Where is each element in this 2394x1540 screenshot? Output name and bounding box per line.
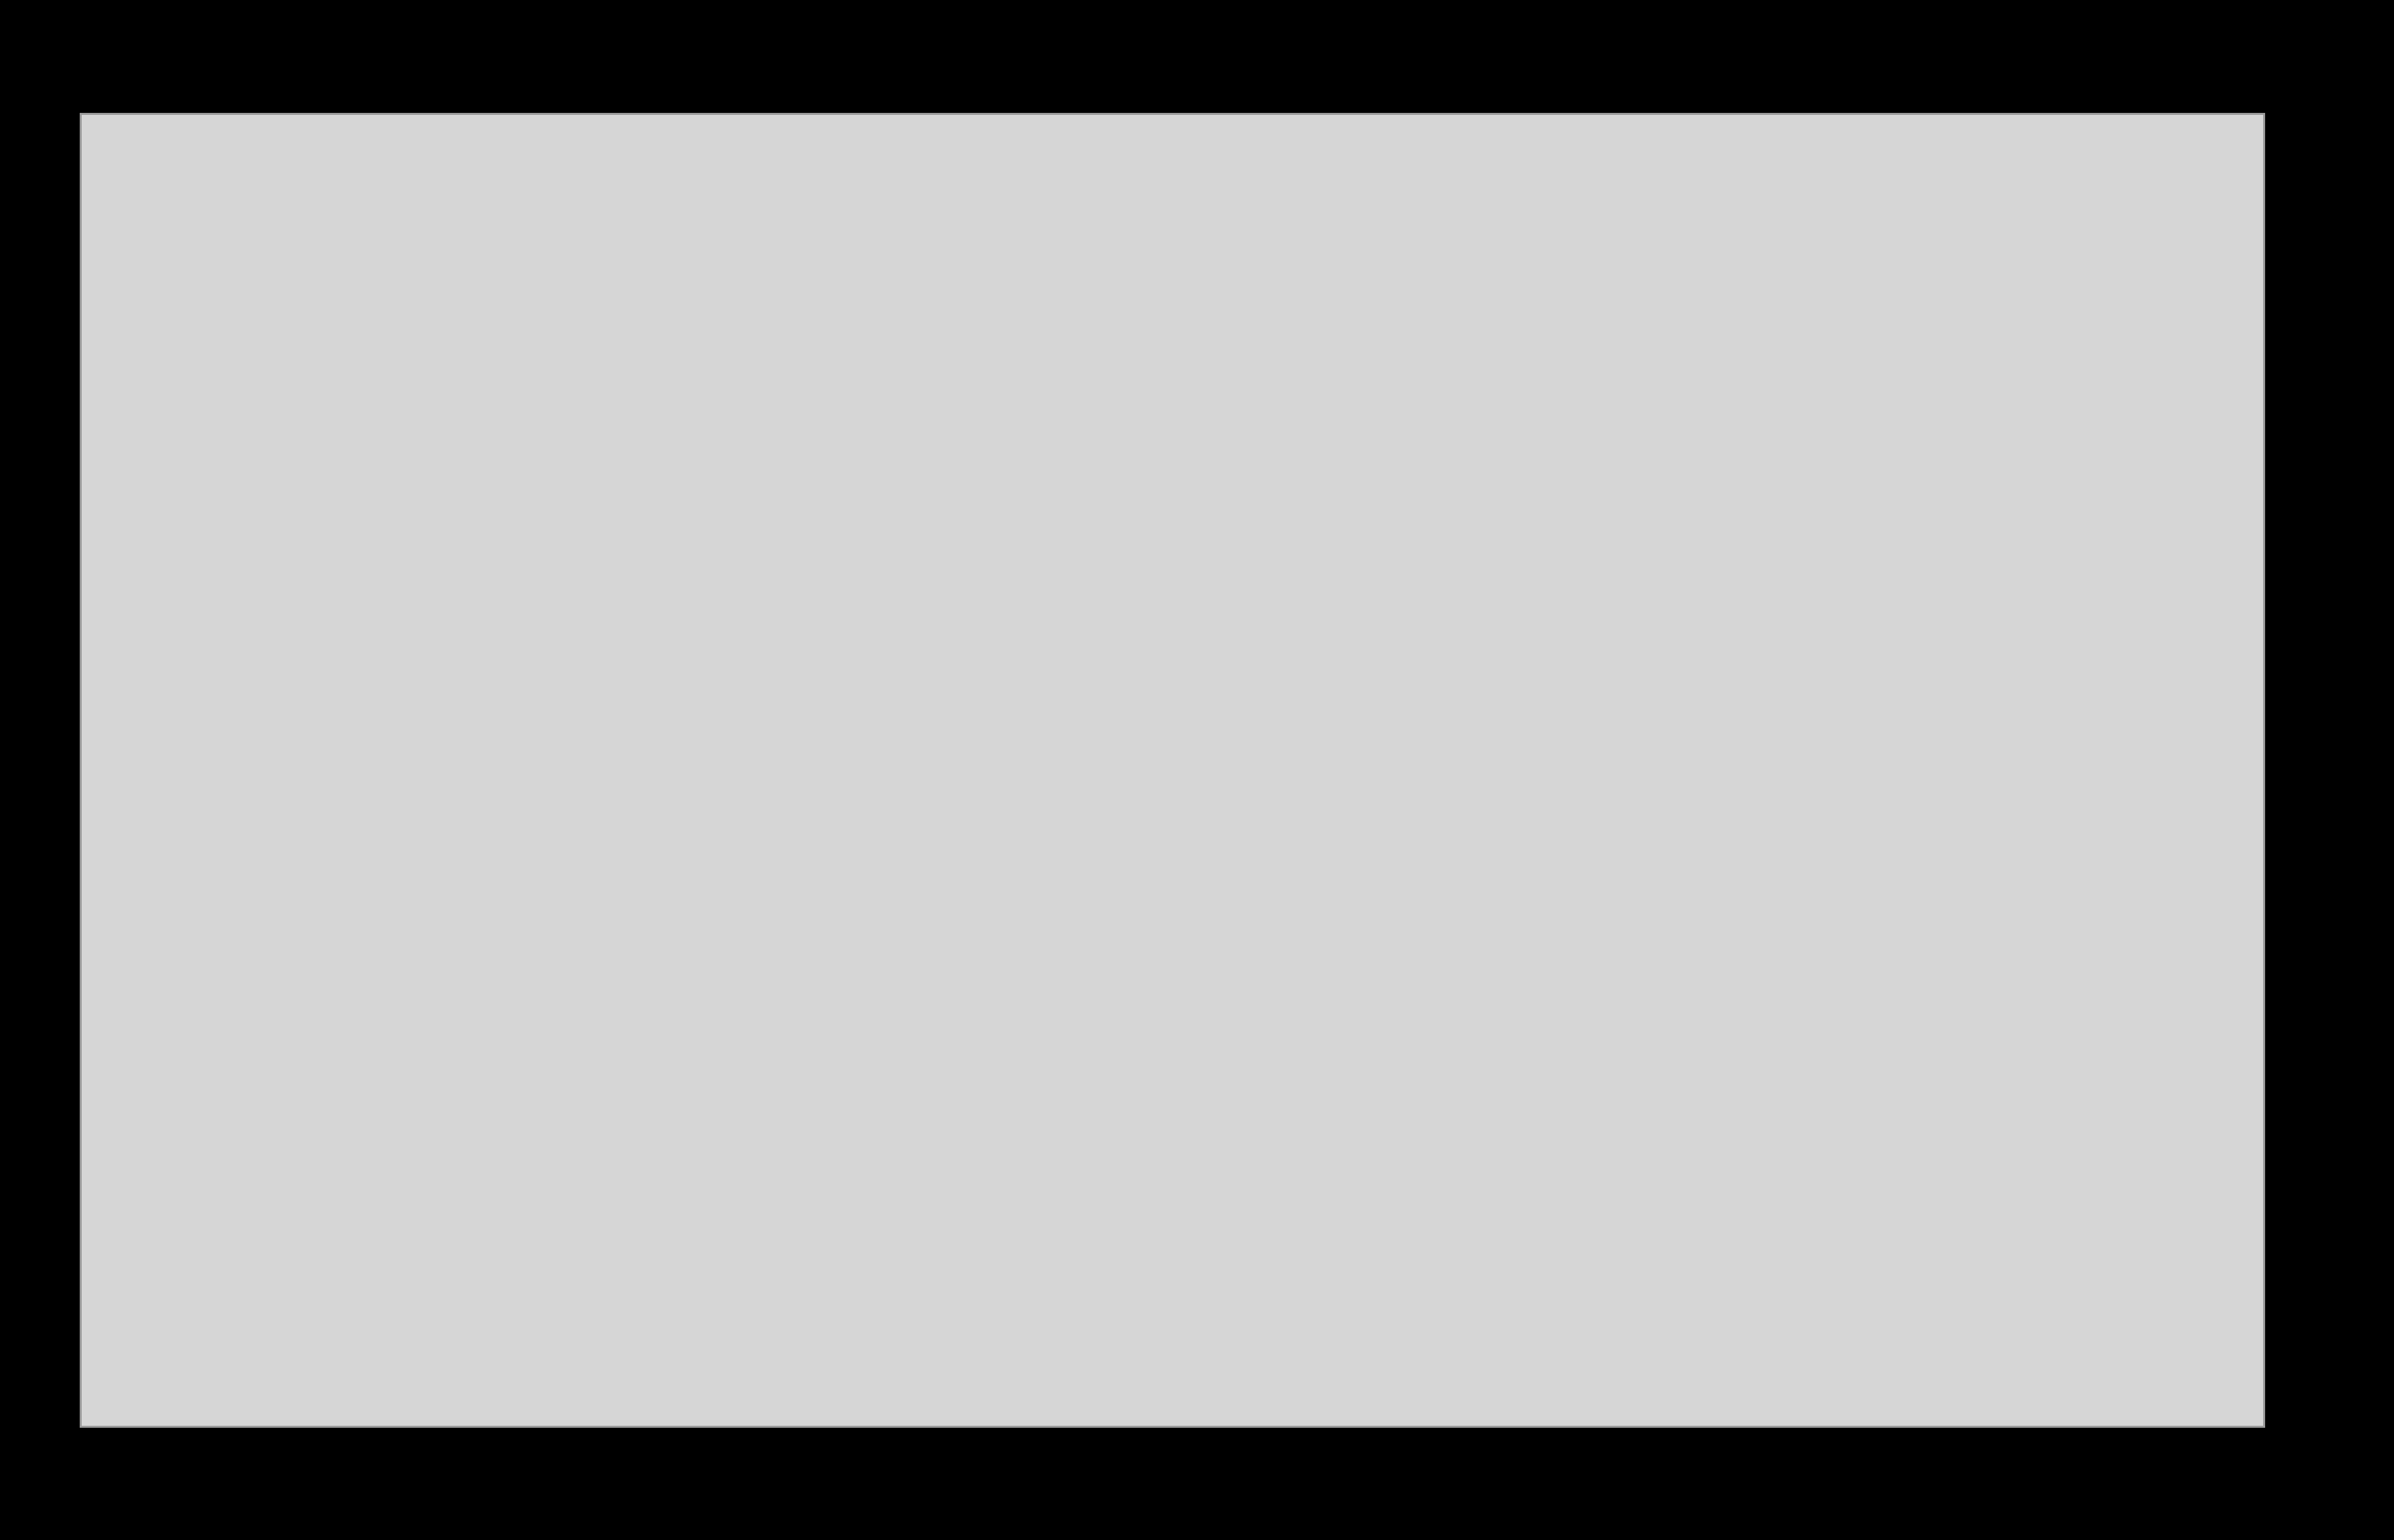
lease-table bbox=[82, 925, 2267, 1430]
crop-area-table bbox=[82, 115, 2267, 473]
census-form-sheet bbox=[80, 113, 2265, 1428]
private-holdings-section bbox=[82, 473, 2267, 925]
